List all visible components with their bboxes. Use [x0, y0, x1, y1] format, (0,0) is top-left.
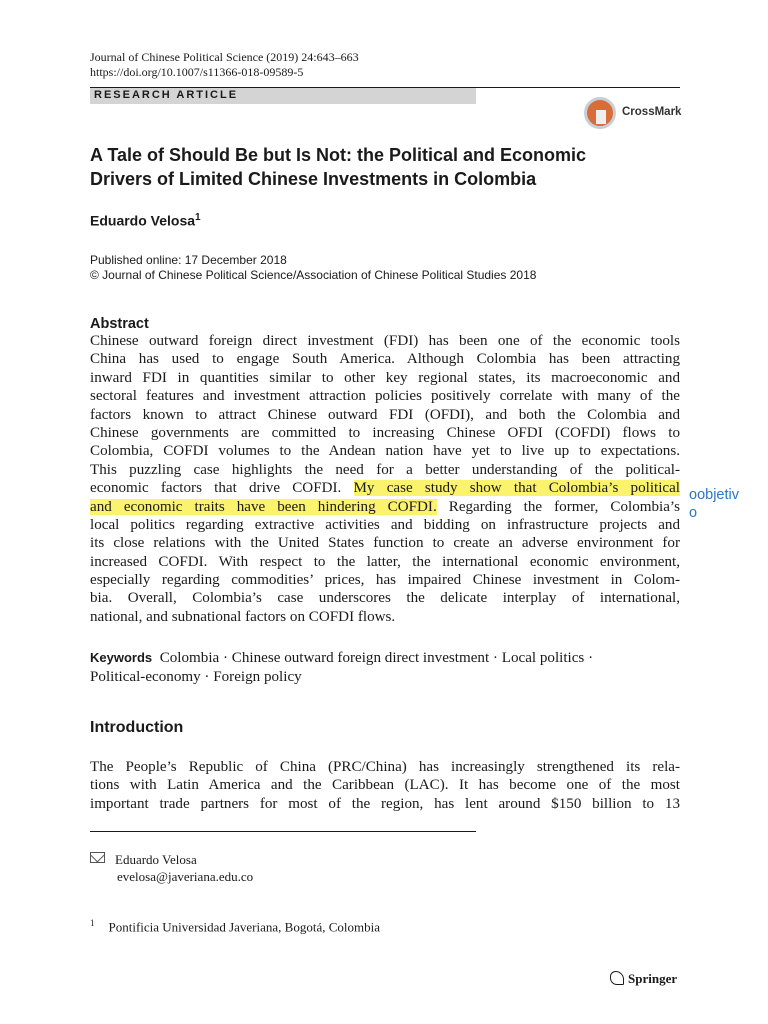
- abstract-body: [90, 332, 680, 626]
- springer-logo: [610, 971, 677, 987]
- intro-line: tions with Latin America and the Caribbean (LAC). It has become one of the most: [90, 777, 680, 794]
- crossmark-label: CrossMark: [622, 106, 682, 118]
- article-type-label: RESEARCH ARTICLE: [94, 89, 239, 101]
- publication-info: [90, 253, 536, 283]
- affiliation-footnote: [90, 915, 380, 935]
- annotation-line-2: o: [689, 505, 698, 521]
- introduction-heading: Introduction: [90, 719, 184, 736]
- footnote-rule: [90, 831, 476, 832]
- affiliation-text: Pontificia Universidad Javeriana, Bogotá, Colombia: [108, 919, 380, 935]
- highlighted-text: and economic traits have been hindering COFDI.: [90, 498, 437, 515]
- abstract-line: Colombia, COFDI volumes to the Andean nation have yet to live up to expectations.: [90, 443, 680, 460]
- abstract-line: Chinese outward foreign direct investment (FDI) has been one of the economic tools: [90, 333, 680, 349]
- correspondence-block: [90, 851, 253, 885]
- abstract-line: inward FDI in quantities similar to other key regional states, its macroeconomic and: [90, 369, 680, 386]
- abstract-line: national, and subnational factors on COFDI flows.: [90, 608, 396, 625]
- springer-horse-icon: [610, 971, 624, 985]
- keywords-line-1: Colombia · Chinese outward foreign direct investment · Local politics ·: [159, 650, 594, 666]
- highlighted-text: My case study show that Colombia’s political: [353, 480, 680, 497]
- abstract-line: factors known to attract Chinese outward FDI (OFDI), and both the Colombia and: [90, 406, 680, 423]
- copyright-line: © Journal of Chinese Political Science/Association of Chinese Political Studies 2018: [90, 268, 537, 282]
- author-name[interactable]: Eduardo Velosa: [90, 212, 196, 229]
- article-type-banner: [90, 88, 476, 104]
- abstract-line: [90, 479, 680, 497]
- author-affil-mark: 1: [195, 212, 201, 223]
- affiliation-mark: 1: [90, 918, 95, 928]
- journal-header: [90, 50, 359, 80]
- margin-annotation[interactable]: [689, 486, 739, 522]
- abstract-heading: Abstract: [90, 316, 149, 332]
- article-title: [90, 143, 690, 191]
- keywords-line-2: Political-economy · Foreign policy: [90, 669, 302, 685]
- abstract-line: especially regarding commodities’ prices, has impaired Chinese investment in Colom-: [90, 572, 680, 589]
- abstract-line: [90, 498, 680, 516]
- keywords-block: [90, 648, 680, 687]
- abstract-text: Regarding the former, Colombia’s: [436, 498, 680, 515]
- title-line-1: A Tale of Should Be but Is Not: the Political and Economic: [90, 145, 587, 165]
- abstract-line: This puzzling case highlights the need for a better understanding of the political-: [90, 461, 680, 478]
- abstract-line: Chinese governments are committed to increasing Chinese OFDI (COFDI) flows to: [90, 424, 680, 441]
- intro-line: The People’s Republic of China (PRC/China) has increasingly strengthened its rela-: [90, 759, 680, 775]
- abstract-line: bia. Overall, Colombia’s case underscores the delicate interplay of international,: [90, 590, 680, 607]
- title-line-2: Drivers of Limited Chinese Investments in Colombia: [90, 169, 537, 189]
- annotation-line-1: oobjetiv: [689, 487, 739, 503]
- crossmark-badge[interactable]: [584, 97, 680, 133]
- doi-link[interactable]: https://doi.org/10.1007/s11366-018-09589-5: [90, 65, 304, 79]
- journal-citation: Journal of Chinese Political Science (2019) 24:643–663: [90, 50, 359, 64]
- abstract-line: China has used to engage South America. Although Colombia has been attracting: [90, 351, 680, 368]
- introduction-body: [90, 758, 680, 813]
- corresponding-author: Eduardo Velosa: [115, 852, 197, 867]
- publisher-name: Springer: [628, 971, 678, 986]
- abstract-line: increased COFDI. With respect to the latter, the international economic environment,: [90, 553, 680, 570]
- intro-line: important trade partners for most of the region, has lent around $150 billion to 13: [90, 795, 680, 812]
- abstract-line: sectoral features and investment attraction policies positively correlate with many of the: [90, 388, 680, 405]
- crossmark-icon: [584, 97, 616, 129]
- abstract-text: economic factors that drive COFDI.: [90, 480, 354, 497]
- published-date: Published online: 17 December 2018: [90, 253, 287, 267]
- keywords-label: Keywords: [90, 650, 153, 665]
- author-line: [90, 212, 201, 229]
- author-email[interactable]: evelosa@javeriana.edu.co: [117, 869, 254, 884]
- envelope-icon: [90, 852, 105, 863]
- abstract-line: local politics regarding extractive activities and bidding on infrastructure projects and: [90, 516, 680, 533]
- abstract-line: its close relations with the United States function to create an adverse environment for: [90, 535, 680, 552]
